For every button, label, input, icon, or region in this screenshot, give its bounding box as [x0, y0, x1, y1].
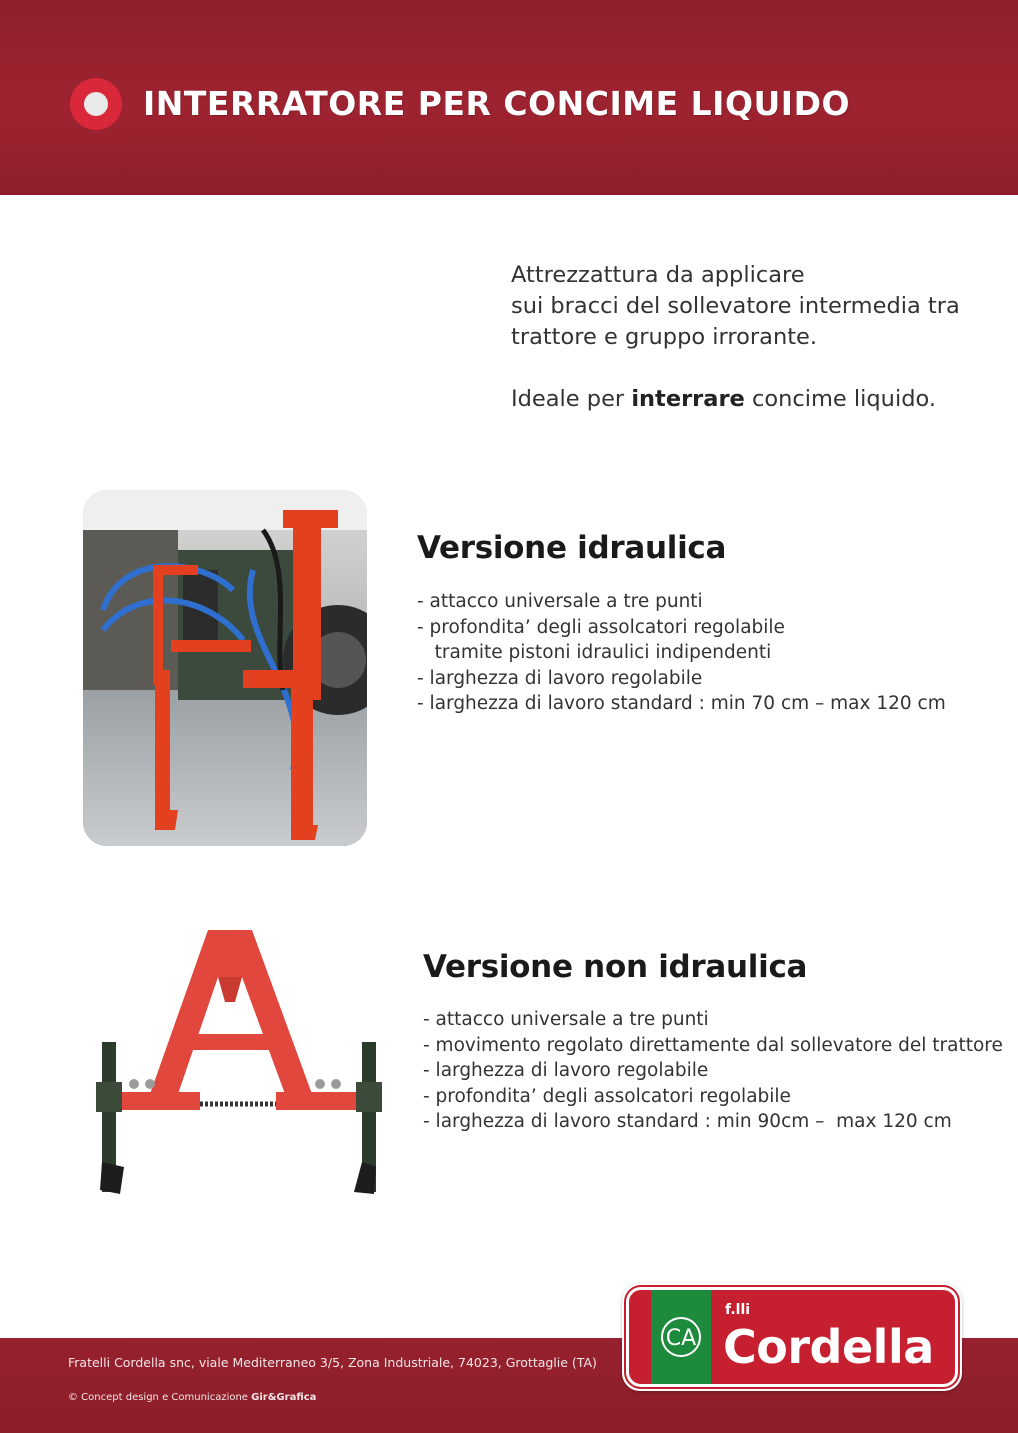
- logo-name: Cordella: [723, 1320, 934, 1374]
- list-item: - larghezza di lavoro regolabile: [417, 667, 703, 689]
- logo-prefix: f.lli: [725, 1302, 751, 1318]
- list-item: - attacco universale a tre punti: [417, 591, 703, 612]
- list-item: tramite pistoni idraulici indipendenti: [417, 642, 772, 663]
- list-item: - profondita’ degli assolcatori regolabile: [417, 616, 785, 638]
- list-item: - larghezza di lavoro standard : min 70 cm – max 120 cm: [417, 693, 946, 714]
- list-item: - movimento regolato direttamente dal sollevatore del trattore: [423, 1034, 1003, 1056]
- circle-bullet-icon: [70, 78, 122, 130]
- non-hydraulic-version-title: Versione non idraulica: [423, 949, 808, 985]
- page-title: INTERRATORE PER CONCIME LIQUIDO: [143, 84, 851, 123]
- list-item: - profondita’ degli assolcatori regolabile: [423, 1085, 791, 1107]
- hydraulic-version-photo: [83, 490, 367, 846]
- list-item: - larghezza di lavoro regolabile: [423, 1060, 709, 1081]
- hydraulic-version-title: Versione idraulica: [417, 530, 727, 566]
- footer-address: Fratelli Cordella snc, viale Mediterraneo 3/5, Zona Industriale, 74023, Grottaglie (TA): [68, 1355, 597, 1370]
- hydraulic-feature-list: [417, 589, 977, 717]
- cordella-logo: [622, 1283, 962, 1391]
- non-hydraulic-feature-list: [423, 1007, 1003, 1135]
- svg-text:CA: CA: [665, 1326, 697, 1351]
- intro-ideal: Ideale per interrare concime liquido.: [511, 386, 936, 412]
- footer-credit: © Concept design e Comunicazione Gir&Grafica: [68, 1392, 317, 1403]
- intro-text: [511, 260, 991, 446]
- list-item: - larghezza di lavoro standard : min 90cm – max 120 cm: [423, 1111, 952, 1132]
- non-hydraulic-version-photo: [90, 922, 390, 1197]
- intro-description: Attrezzattura da applicare sui bracci del sollevatore intermedia tra trattore e gruppo irrorante.: [511, 262, 960, 350]
- list-item: - attacco universale a tre punti: [423, 1009, 709, 1030]
- logo-monogram-icon: [651, 1290, 711, 1384]
